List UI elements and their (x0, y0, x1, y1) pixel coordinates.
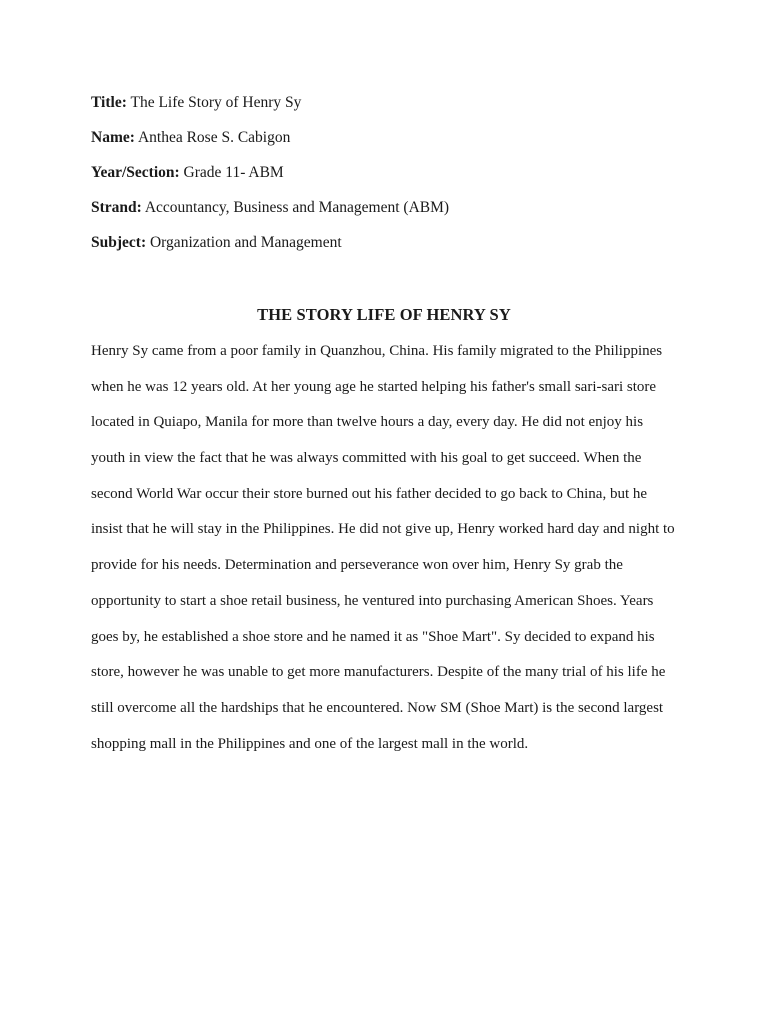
document-heading: THE STORY LIFE OF HENRY SY (257, 305, 511, 324)
meta-strand-row (91, 197, 691, 232)
meta-name-row (91, 127, 691, 162)
meta-subject-label: Subject: (91, 234, 147, 251)
body-paragraph (91, 340, 691, 768)
meta-name-value: Anthea Rose S. Cabigon (137, 129, 291, 146)
body-line: opportunity to start a shoe retail business, he ventured into purchasing American Shoes. Years (91, 592, 654, 609)
body-line: provide for his needs. Determination and perseverance won over him, Henry Sy grab the (91, 557, 623, 574)
document-metadata (91, 92, 691, 267)
meta-subject-value: Organization and Management (149, 234, 342, 251)
meta-subject-row (91, 232, 691, 267)
meta-name-label: Name: (91, 129, 135, 146)
meta-title-value: The Life Story of Henry Sy (130, 94, 302, 111)
body-line: shopping mall in the Philippines and one of the largest mall in the world. (91, 735, 529, 752)
meta-year-section-row (91, 162, 691, 197)
meta-strand-value: Accountancy, Business and Management (ABM) (144, 199, 450, 216)
body-line: second World War occur their store burned out his father decided to go back to China, but he (91, 485, 648, 502)
body-line: youth in view the fact that he was always committed with his goal to get succeed. When the (91, 450, 642, 467)
body-line: goes by, he established a shoe store and he named it as "Shoe Mart". Sy decided to expand his (91, 628, 655, 645)
body-line: insist that he will stay in the Philippines. He did not give up, Henry worked hard day and night to (91, 521, 675, 538)
body-line: still overcome all the hardships that he encountered. Now SM (Shoe Mart) is the second largest (91, 699, 664, 716)
meta-title-label: Title: (91, 94, 127, 111)
body-line: when he was 12 years old. At her young age he started helping his father's small sari-sari store (91, 378, 657, 395)
body-line: Henry Sy came from a poor family in Quanzhou, China. His family migrated to the Philippines (91, 343, 663, 359)
body-line: located in Quiapo, Manila for more than twelve hours a day, every day. He did not enjoy his (91, 414, 644, 431)
body-line: store, however he was unable to get more manufacturers. Despite of the many trial of his life he (91, 664, 666, 681)
meta-year-section-value: Grade 11- ABM (183, 164, 284, 181)
meta-year-section-label: Year/Section: (91, 164, 180, 181)
meta-strand-label: Strand: (91, 199, 142, 216)
meta-title-row (91, 92, 691, 127)
